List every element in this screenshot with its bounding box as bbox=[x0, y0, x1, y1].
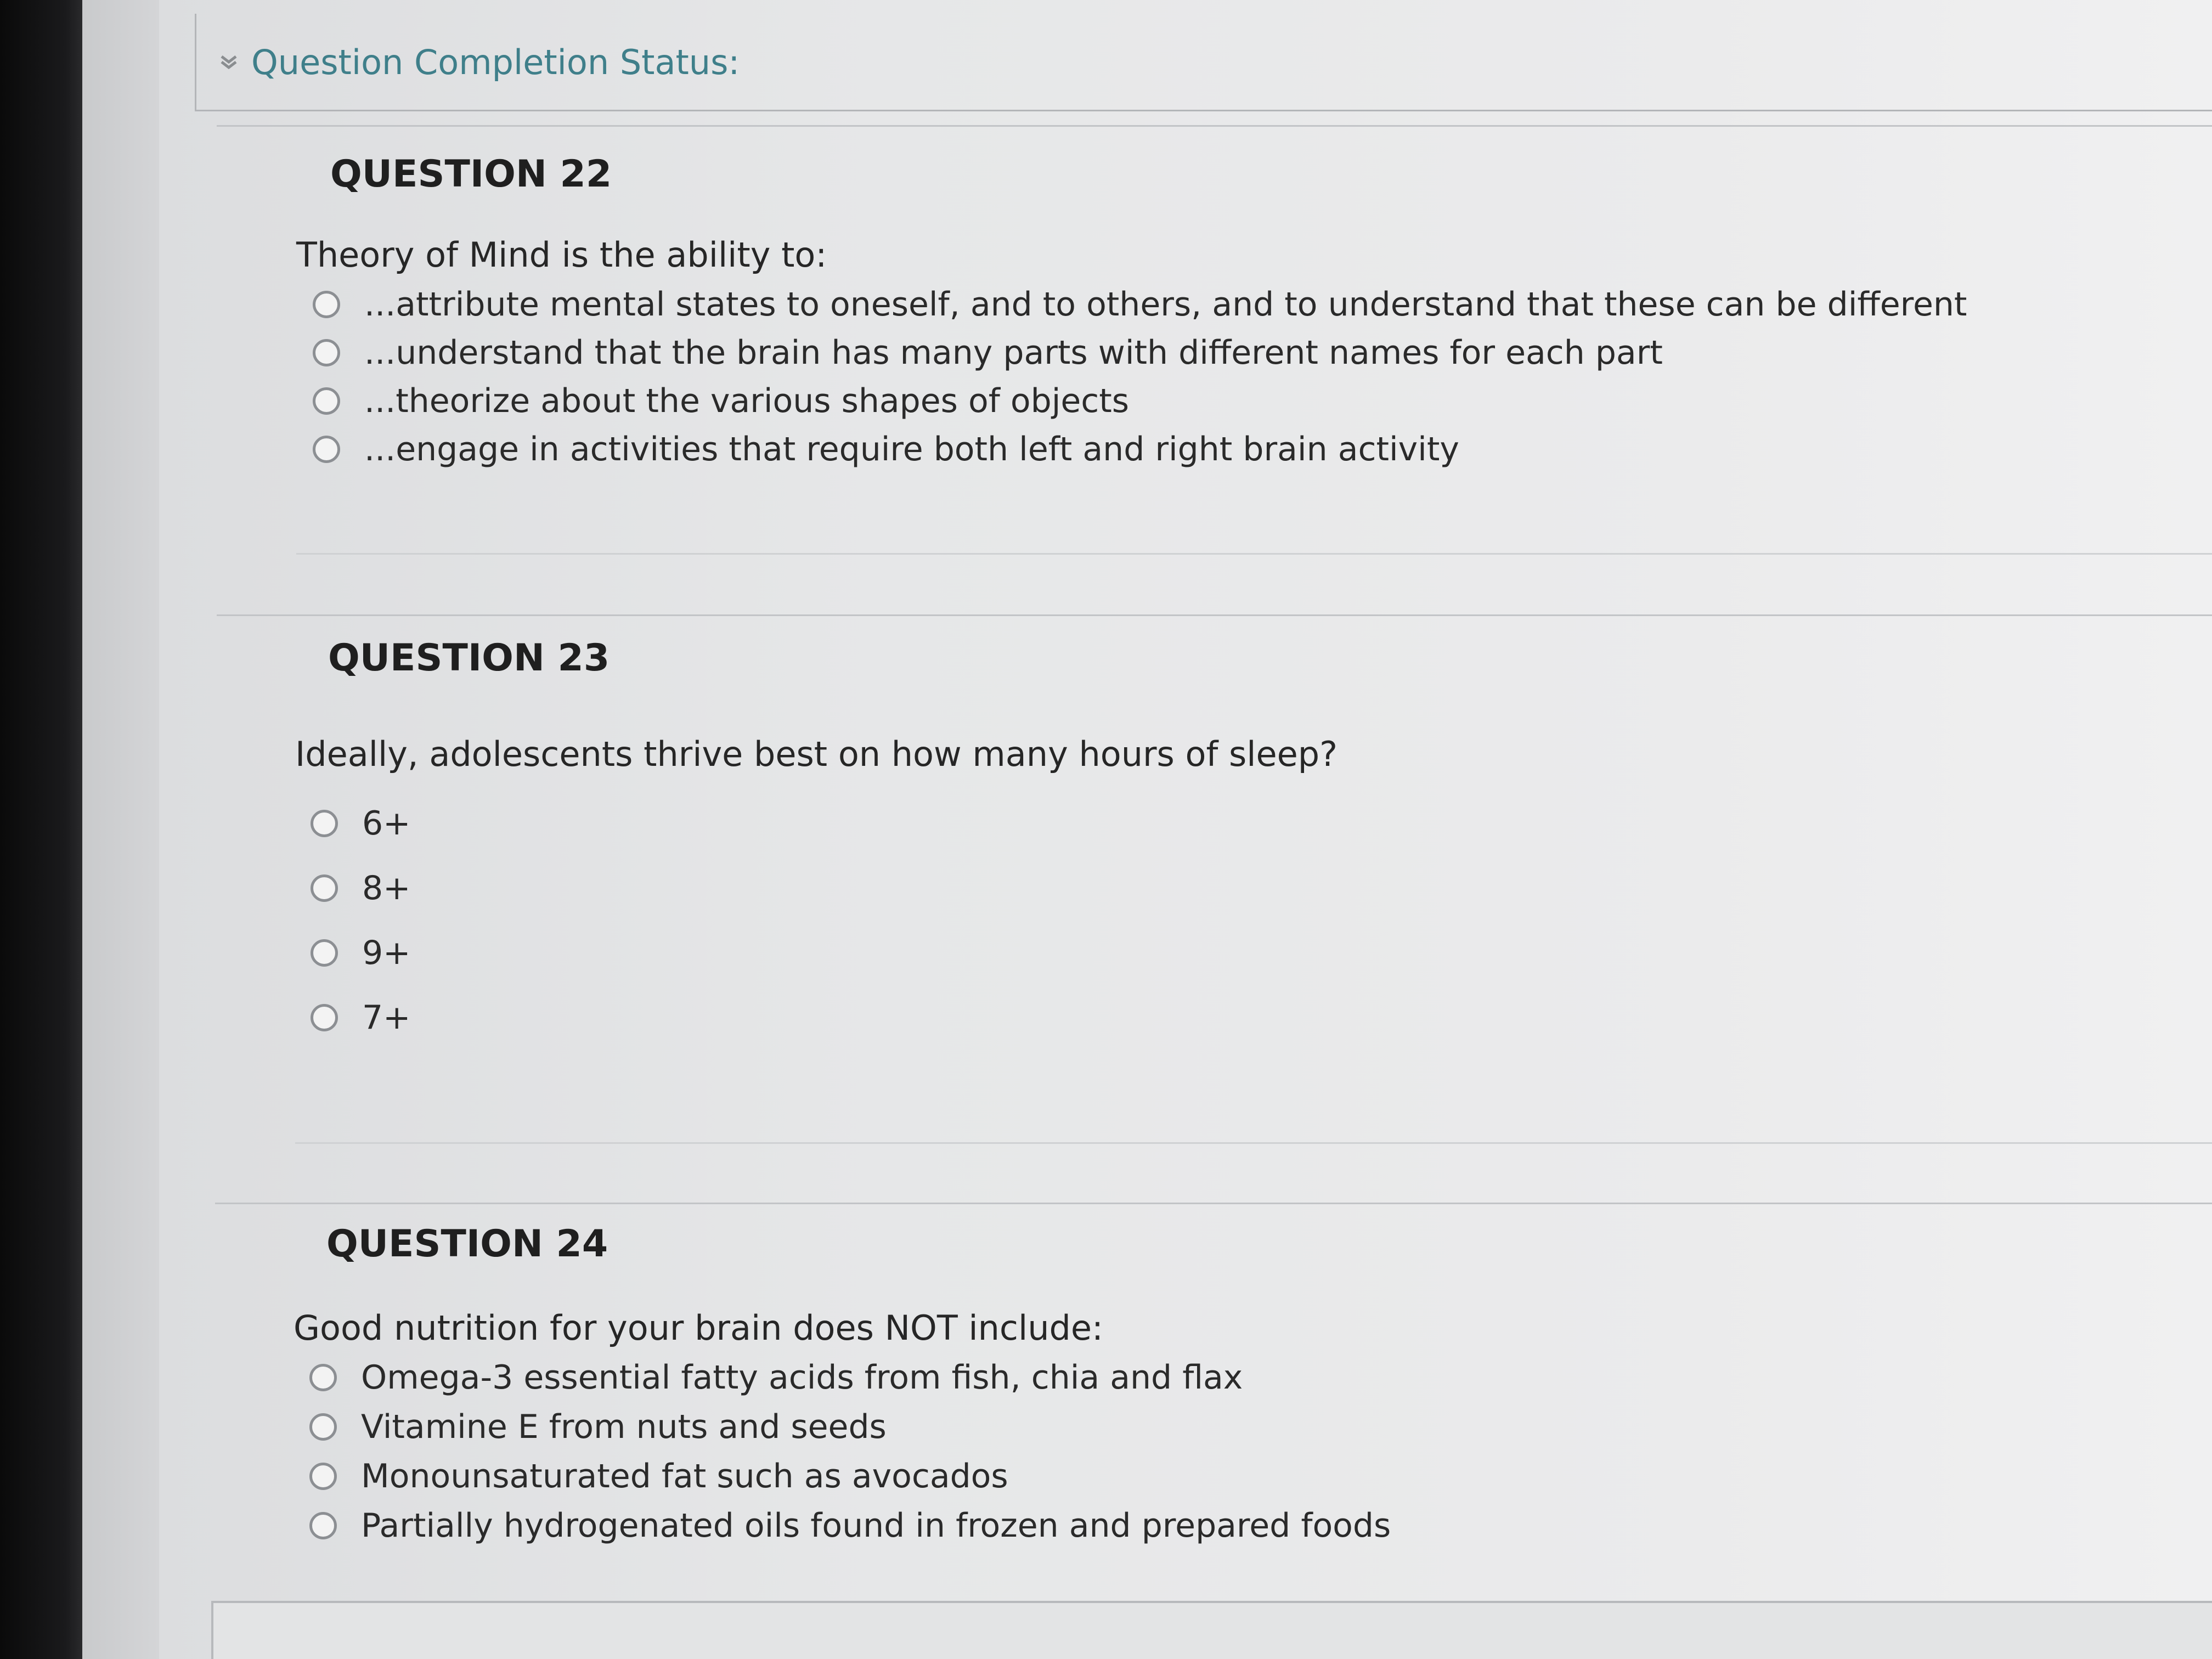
option-label[interactable]: ...engage in activities that require both left and right brain activity bbox=[364, 430, 1459, 469]
radio-button[interactable] bbox=[309, 1364, 337, 1391]
option-label[interactable]: 6+ bbox=[362, 804, 411, 843]
divider bbox=[295, 1142, 2212, 1144]
question-23-option-4[interactable] bbox=[311, 998, 410, 1037]
radio-button[interactable] bbox=[309, 1413, 337, 1441]
radio-button[interactable] bbox=[311, 810, 338, 837]
question-23-option-1[interactable] bbox=[311, 804, 410, 843]
divider bbox=[296, 553, 2212, 555]
left-margin bbox=[82, 0, 159, 1659]
question-23-option-3[interactable] bbox=[311, 934, 410, 972]
option-label[interactable]: 9+ bbox=[362, 934, 411, 972]
option-label[interactable]: ...theorize about the various shapes of objects bbox=[364, 382, 1130, 420]
question-23-option-2[interactable] bbox=[311, 869, 410, 907]
question-23-heading: QUESTION 23 bbox=[328, 636, 610, 680]
radio-button[interactable] bbox=[311, 939, 338, 967]
question-23-prompt: Ideally, adolescents thrive best on how many hours of sleep? bbox=[295, 734, 1338, 774]
option-label[interactable]: Monounsaturated fat such as avocados bbox=[361, 1457, 1008, 1496]
question-22-prompt: Theory of Mind is the ability to: bbox=[296, 235, 827, 275]
radio-button[interactable] bbox=[309, 1463, 337, 1490]
radio-button[interactable] bbox=[313, 387, 340, 415]
option-label[interactable]: Omega-3 essential fatty acids from fish, chia and flax bbox=[361, 1358, 1243, 1397]
option-label[interactable]: 7+ bbox=[362, 998, 411, 1037]
question-24-option-4[interactable] bbox=[309, 1506, 1391, 1545]
radio-button[interactable] bbox=[311, 874, 338, 902]
radio-button[interactable] bbox=[313, 291, 340, 318]
option-label[interactable]: Partially hydrogenated oils found in frozen and prepared foods bbox=[361, 1506, 1391, 1545]
next-section-container bbox=[211, 1601, 2212, 1659]
option-label[interactable]: 8+ bbox=[362, 869, 411, 907]
question-24-prompt: Good nutrition for your brain does NOT include: bbox=[294, 1308, 1103, 1348]
divider bbox=[217, 125, 2212, 127]
radio-button[interactable] bbox=[311, 1004, 338, 1031]
option-label[interactable]: ...understand that the brain has many parts with different names for each part bbox=[364, 334, 1663, 372]
question-22-option-4[interactable] bbox=[313, 430, 1459, 469]
chevron-down-icon[interactable] bbox=[219, 53, 238, 72]
screen-bezel bbox=[0, 0, 82, 1659]
radio-button[interactable] bbox=[313, 339, 340, 366]
question-24-option-2[interactable] bbox=[309, 1408, 887, 1446]
question-24-heading: QUESTION 24 bbox=[326, 1222, 608, 1266]
radio-button[interactable] bbox=[309, 1512, 337, 1539]
option-label[interactable]: Vitamine E from nuts and seeds bbox=[361, 1408, 887, 1446]
question-24-option-3[interactable] bbox=[309, 1457, 1008, 1496]
status-title[interactable]: Question Completion Status: bbox=[251, 42, 740, 82]
option-label[interactable]: ...attribute mental states to oneself, and to others, and to understand that these can be different bbox=[364, 285, 1967, 324]
question-22-option-2[interactable] bbox=[313, 334, 1663, 372]
question-24-option-1[interactable] bbox=[309, 1358, 1243, 1397]
question-22-option-1[interactable] bbox=[313, 285, 1967, 324]
divider bbox=[217, 614, 2212, 616]
question-22-option-3[interactable] bbox=[313, 382, 1129, 420]
radio-button[interactable] bbox=[313, 436, 340, 463]
question-completion-status[interactable] bbox=[195, 14, 2212, 111]
question-22-heading: QUESTION 22 bbox=[330, 153, 612, 196]
divider bbox=[215, 1203, 2212, 1204]
